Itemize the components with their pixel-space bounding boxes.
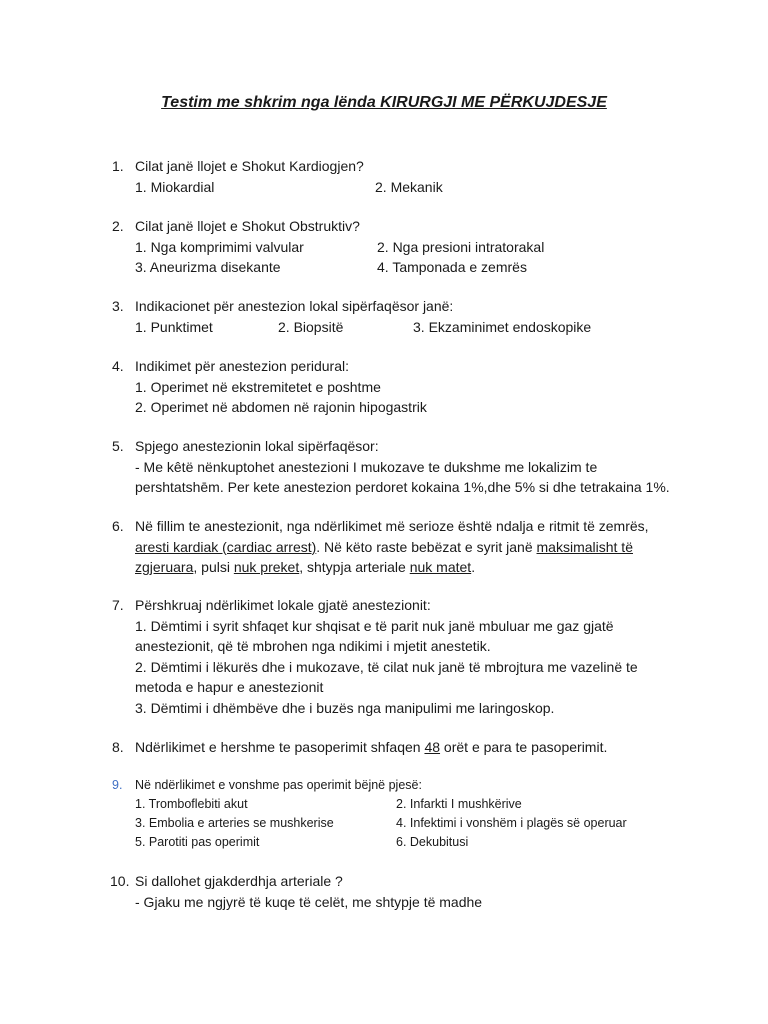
question-text (135, 737, 672, 758)
text-fragment: . Në këto raste bebëzat e syrit janë (316, 538, 537, 555)
underlined-term: zgjeruara (135, 559, 194, 575)
underlined-term: nuk preket (233, 559, 300, 575)
answer-line: pershtatshēm. Per kete anestezion perdoret kokaina 1%,dhe 5% si dhe tetrakaina 1%. (135, 479, 670, 495)
question-number: 3. (112, 298, 124, 314)
text-fragment: orët e para te pasoperimit. (440, 739, 608, 755)
question-5 (112, 436, 672, 498)
question-text: Spjego anestezionin lokal sipërfaqësor: (135, 438, 379, 454)
question-1 (112, 156, 672, 197)
question-text: Indikacionet për anestezion lokal sipërfaqësor janë: (135, 298, 454, 314)
answer-line (135, 537, 672, 558)
answer-item: 3. Aneurizma disekante (135, 259, 281, 275)
answer-item: 4. Infektimi i vonshëm i plagës së operuar (396, 816, 627, 830)
text-fragment: , pulsi (193, 559, 234, 575)
question-number: 7. (112, 597, 124, 613)
question-text: Si dallohet gjakderdhja arteriale ? (135, 873, 343, 889)
underlined-term: maksimalisht të (536, 538, 633, 555)
question-text: Në fillim te anestezionit, nga ndërlikimet më serioze është ndalja e ritmit të zemrës, (135, 518, 649, 534)
question-text: Përshkruaj ndërlikimet lokale gjatë anestezionit: (135, 597, 431, 613)
question-8 (112, 737, 672, 758)
answer-item: 1. Nga komprimimi valvular (135, 238, 304, 255)
answer-line: - Gjaku me ngjyrë të kuqe të celët, me shtypje të madhe (135, 893, 483, 910)
question-text: Cilat janë llojet e Shokut Kardiogjen? (135, 158, 364, 174)
underlined-term: aresti kardiak (cardiac arrest) (135, 538, 317, 555)
answer-item: 3. Embolia e arteries se mushkerise (135, 816, 334, 830)
underlined-term: nuk matet (409, 559, 472, 575)
underlined-term: 48 (424, 739, 441, 755)
question-number: 1. (112, 158, 124, 174)
answer-line: 2. Dëmtimi i lëkurës dhe i mukozave, të cilat nuk janë të mbrojtura me vazelinë te (135, 658, 638, 675)
question-6 (112, 516, 672, 578)
question-10 (112, 871, 672, 912)
question-3 (112, 296, 672, 337)
question-number: 2. (112, 218, 124, 234)
question-4 (112, 356, 672, 418)
question-text: Indikimet për anestezion peridural: (135, 358, 350, 374)
answer-item: 6. Dekubitusi (396, 835, 469, 849)
question-number: 9. (112, 778, 123, 792)
answer-item: 2. Mekanik (375, 178, 443, 195)
answer-line: metoda e hapur e anestezionit (135, 679, 324, 695)
question-number: 8. (112, 739, 124, 755)
answer-item: 1. Operimet në ekstremitetet e poshtme (135, 378, 381, 395)
question-text: Në ndërlikimet e vonshme pas operimit bëjnë pjesë: (135, 778, 422, 792)
question-9 (112, 776, 672, 852)
answer-line: 1. Dëmtimi i syrit shfaqet kur shqisat e të parit nuk janë mbuluar me gaz gjatë (135, 617, 614, 634)
text-fragment: . (471, 559, 476, 575)
answer-item: 2. Operimet në abdomen në rajonin hipogastrik (135, 399, 427, 415)
answer-line (135, 557, 672, 578)
question-7 (112, 595, 672, 718)
answer-item: 5. Parotiti pas operimit (135, 835, 260, 849)
answer-item: 1. Punktimet (135, 318, 213, 335)
answer-line: anestezionit, që të mbrohen nga ndikimi i mjetit anestetik. (135, 638, 491, 654)
answer-item: 2. Nga presioni intratorakal (377, 238, 545, 255)
answer-item: 1. Tromboflebiti akut (135, 797, 248, 811)
question-number: 10. (110, 873, 130, 889)
answer-item: 3. Ekzaminimet endoskopike (413, 318, 592, 335)
answer-item: 2. Infarkti I mushkërive (396, 797, 522, 811)
question-number: 4. (112, 358, 124, 374)
answer-item: 4. Tamponada e zemrës (377, 259, 527, 275)
answer-item: 1. Miokardial (135, 178, 215, 195)
answer-item: 2. Biopsitë (278, 318, 344, 335)
question-2 (112, 216, 672, 278)
text-fragment: Ndërlikimet e hershme te pasoperimit shfaqen (135, 739, 425, 755)
question-text: Cilat janë llojet e Shokut Obstruktiv? (135, 218, 360, 234)
text-fragment: , shtypja arteriale (299, 559, 410, 575)
answer-line: - Me kêtë nënkuptohet anestezioni I mukozave te dukshme me lokalizim te (135, 458, 598, 475)
document-title: Testim me shkrim nga lënda KIRURGJI ME PËRKUJDESJE (161, 94, 607, 111)
answer-line: 3. Dëmtimi i dhëmbëve dhe i buzës nga manipulimi me laringoskop. (135, 699, 555, 716)
question-number: 5. (112, 438, 124, 454)
question-number: 6. (112, 518, 124, 534)
